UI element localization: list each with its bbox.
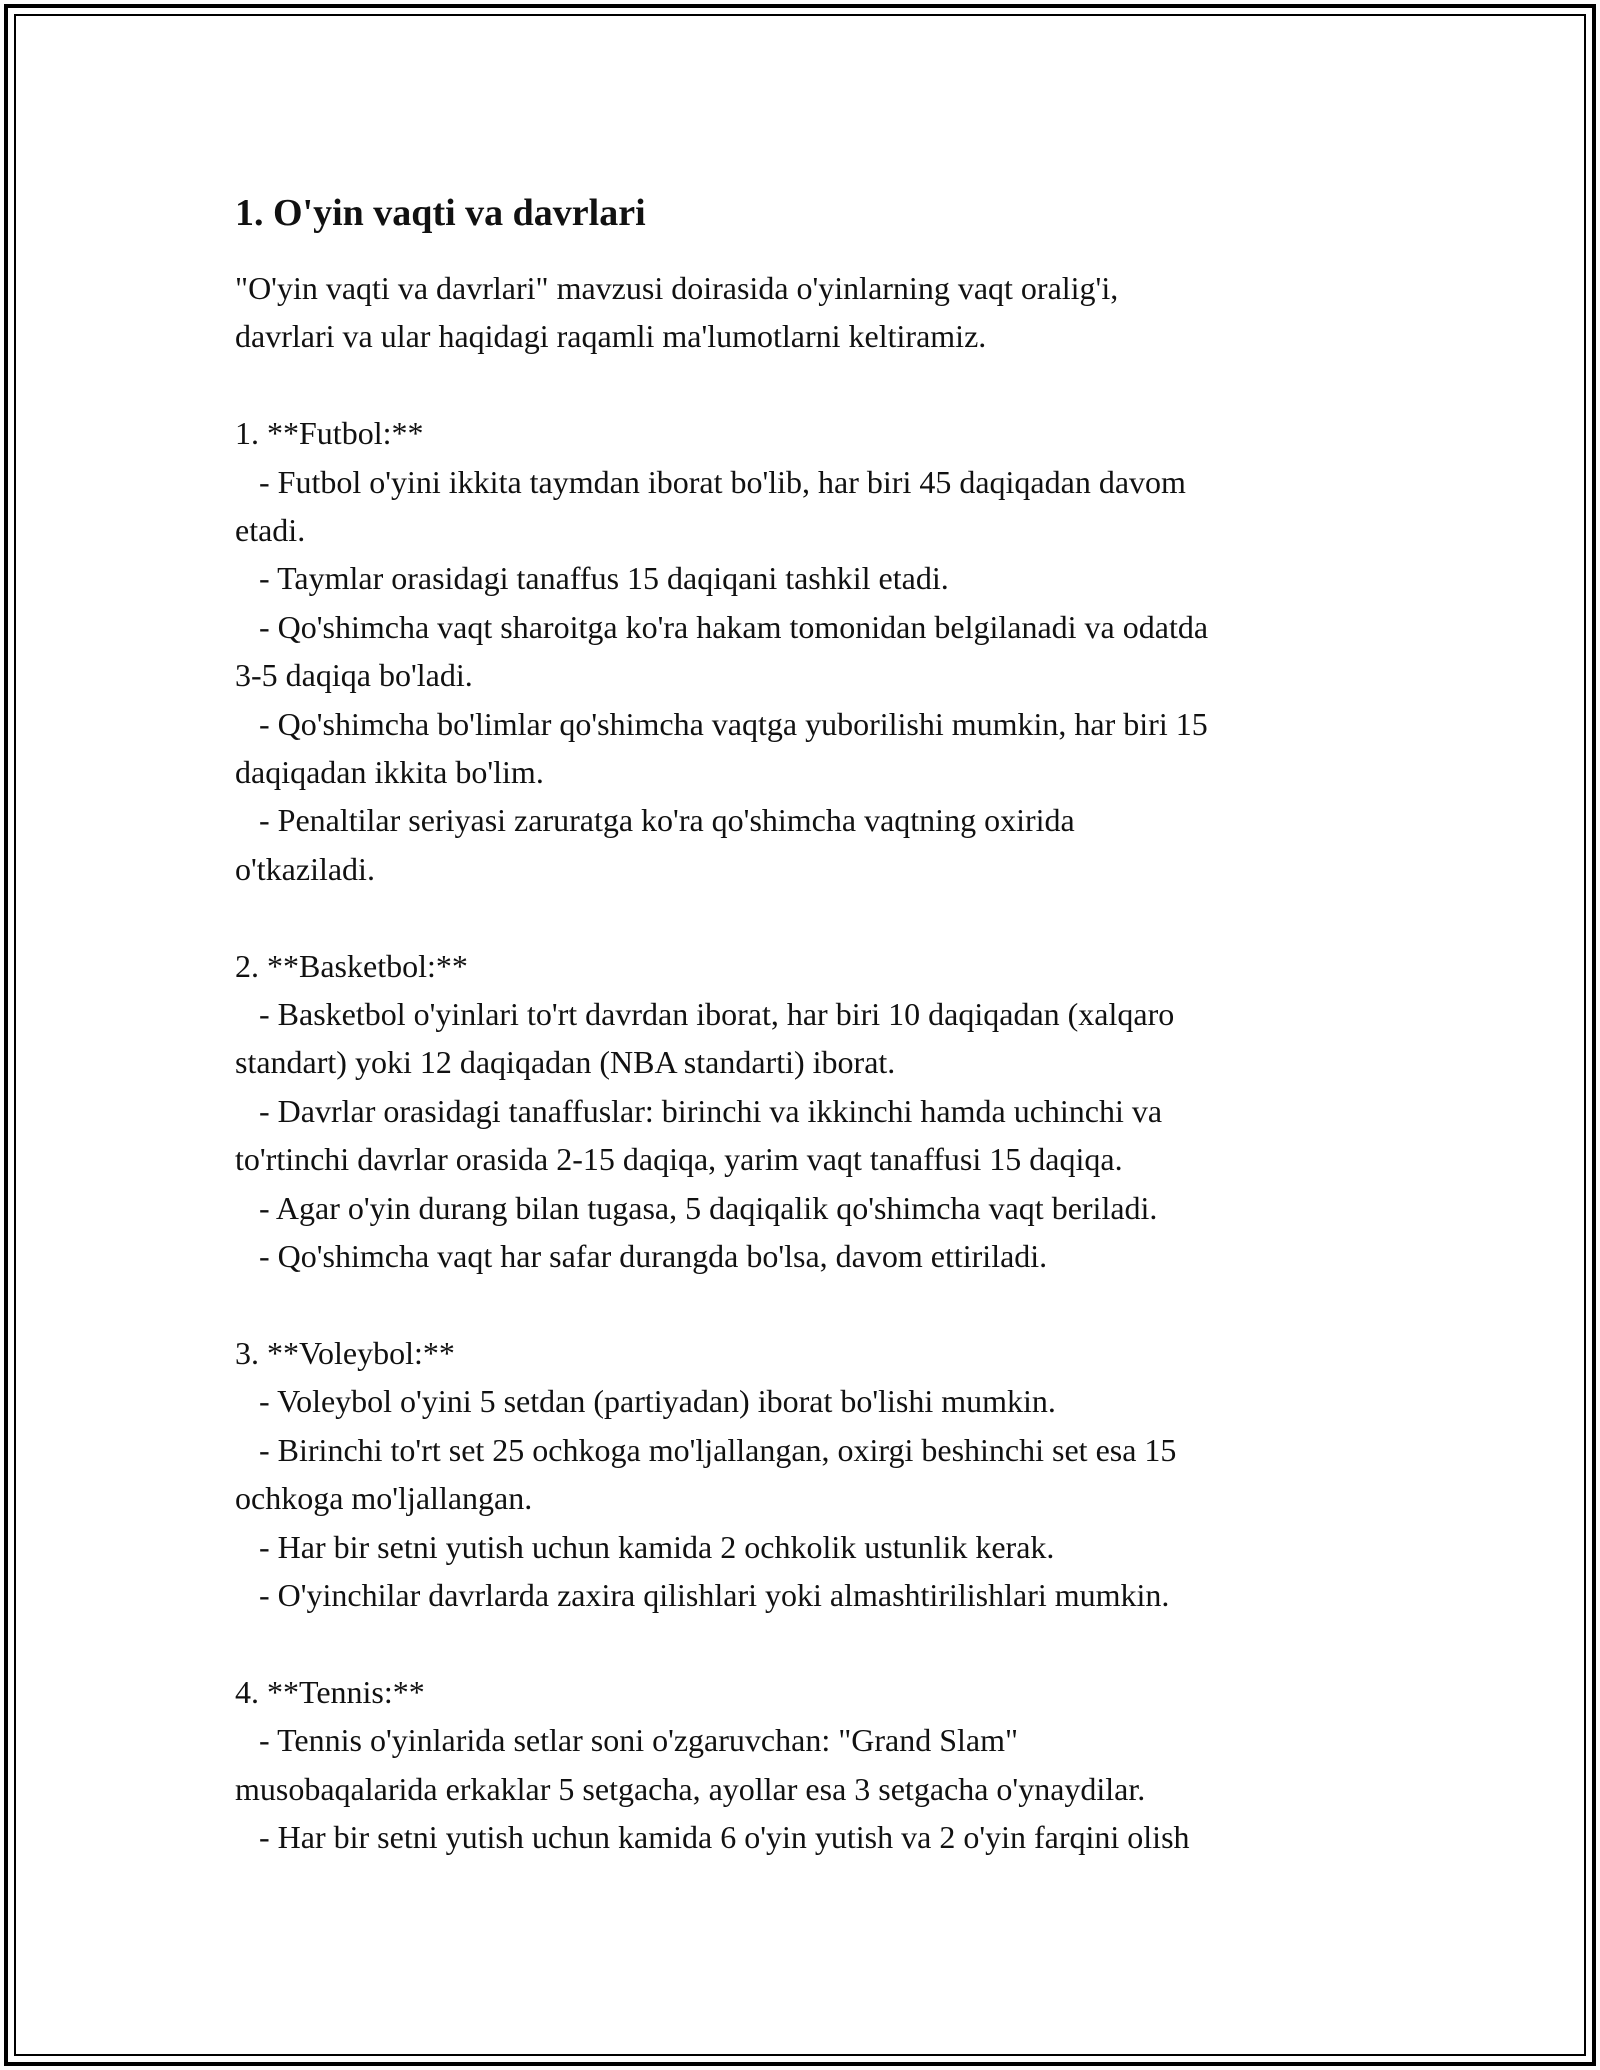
list-item: - Taymlar orasidagi tanaffus 15 daqiqani tashkil etadi. — [235, 560, 949, 597]
spacer — [235, 1281, 1365, 1329]
list-item: - Qo'shimcha vaqt sharoitga ko'ra hakam tomonidan belgilanadi va odatda 3-5 daqiqa bo'ladi. — [235, 608, 1209, 694]
list-item: - Futbol o'yini ikkita taymdan iborat bo'lib, har biri 45 daqiqadan davom etadi. — [235, 463, 1186, 549]
spacer — [235, 1619, 1365, 1667]
list-item: - Agar o'yin durang bilan tugasa, 5 daqiqalik qo'shimcha vaqt beriladi. — [235, 1189, 1158, 1226]
list-item: - Birinchi to'rt set 25 ochkoga mo'ljallangan, oxirgi beshinchi set esa 15 ochkoga mo'ljallangan. — [235, 1431, 1177, 1517]
section-heading: 1. **Futbol:** — [235, 415, 424, 452]
list-item: - Voleybol o'yini 5 setdan (partiyadan) iborat bo'lishi mumkin. — [235, 1383, 1056, 1420]
list-item: - Har bir setni yutish uchun kamida 6 o'yin yutish va 2 o'yin farqini olish — [235, 1818, 1190, 1855]
section-basketbol — [235, 942, 1365, 1281]
list-item: - Har bir setni yutish uchun kamida 2 ochkolik ustunlik kerak. — [235, 1528, 1055, 1565]
list-item: - Davrlar orasidagi tanaffuslar: birinchi va ikkinchi hamda uchinchi va to'rtinchi davrlar orasida 2-15 daqiqa, yarim vaqt tanaffusi 15 daqiqa. — [235, 1092, 1163, 1178]
section-voleybol — [235, 1329, 1365, 1619]
document-title: 1. O'yin vaqti va davrlari — [235, 192, 646, 234]
list-item: - Tennis o'yinlarida setlar soni o'zgaruvchan: "Grand Slam" musobaqalarida erkaklar 5 setgacha, ayollar esa 3 setgacha o'ynaydilar. — [235, 1722, 1146, 1807]
list-item: - Qo'shimcha vaqt har safar durangda bo'lsa, davom ettiriladi. — [235, 1238, 1048, 1275]
section-tennis — [235, 1668, 1365, 1862]
section-heading: 2. **Basketbol:** — [235, 947, 468, 984]
list-item: - O'yinchilar davrlarda zaxira qilishlari yoki almashtirilishlari mumkin. — [235, 1576, 1170, 1613]
spacer — [235, 893, 1365, 941]
section-heading: 3. **Voleybol:** — [235, 1334, 455, 1371]
list-item: - Basketbol o'yinlari to'rt davrdan iborat, har biri 10 daqiqadan (xalqaro standart) yoki 12 daqiqadan (NBA standarti) iborat. — [235, 996, 1175, 1081]
list-item: - Penaltilar seriyasi zaruratga ko'ra qo'shimcha vaqtning oxirida o'tkaziladi. — [235, 802, 1075, 887]
document-body — [235, 188, 1365, 1861]
section-futbol — [235, 409, 1365, 893]
spacer — [235, 361, 1365, 409]
intro-paragraph: "O'yin vaqti va davrlari" mavzusi doirasida o'yinlarning vaqt oralig'i, davrlari va ular haqidagi raqamli ma'lumotlarni keltiramiz. — [235, 270, 1119, 355]
list-item: - Qo'shimcha bo'limlar qo'shimcha vaqtga yuborilishi mumkin, har biri 15 daqiqadan ikkita bo'lim. — [235, 705, 1208, 791]
section-heading: 4. **Tennis:** — [235, 1673, 425, 1710]
